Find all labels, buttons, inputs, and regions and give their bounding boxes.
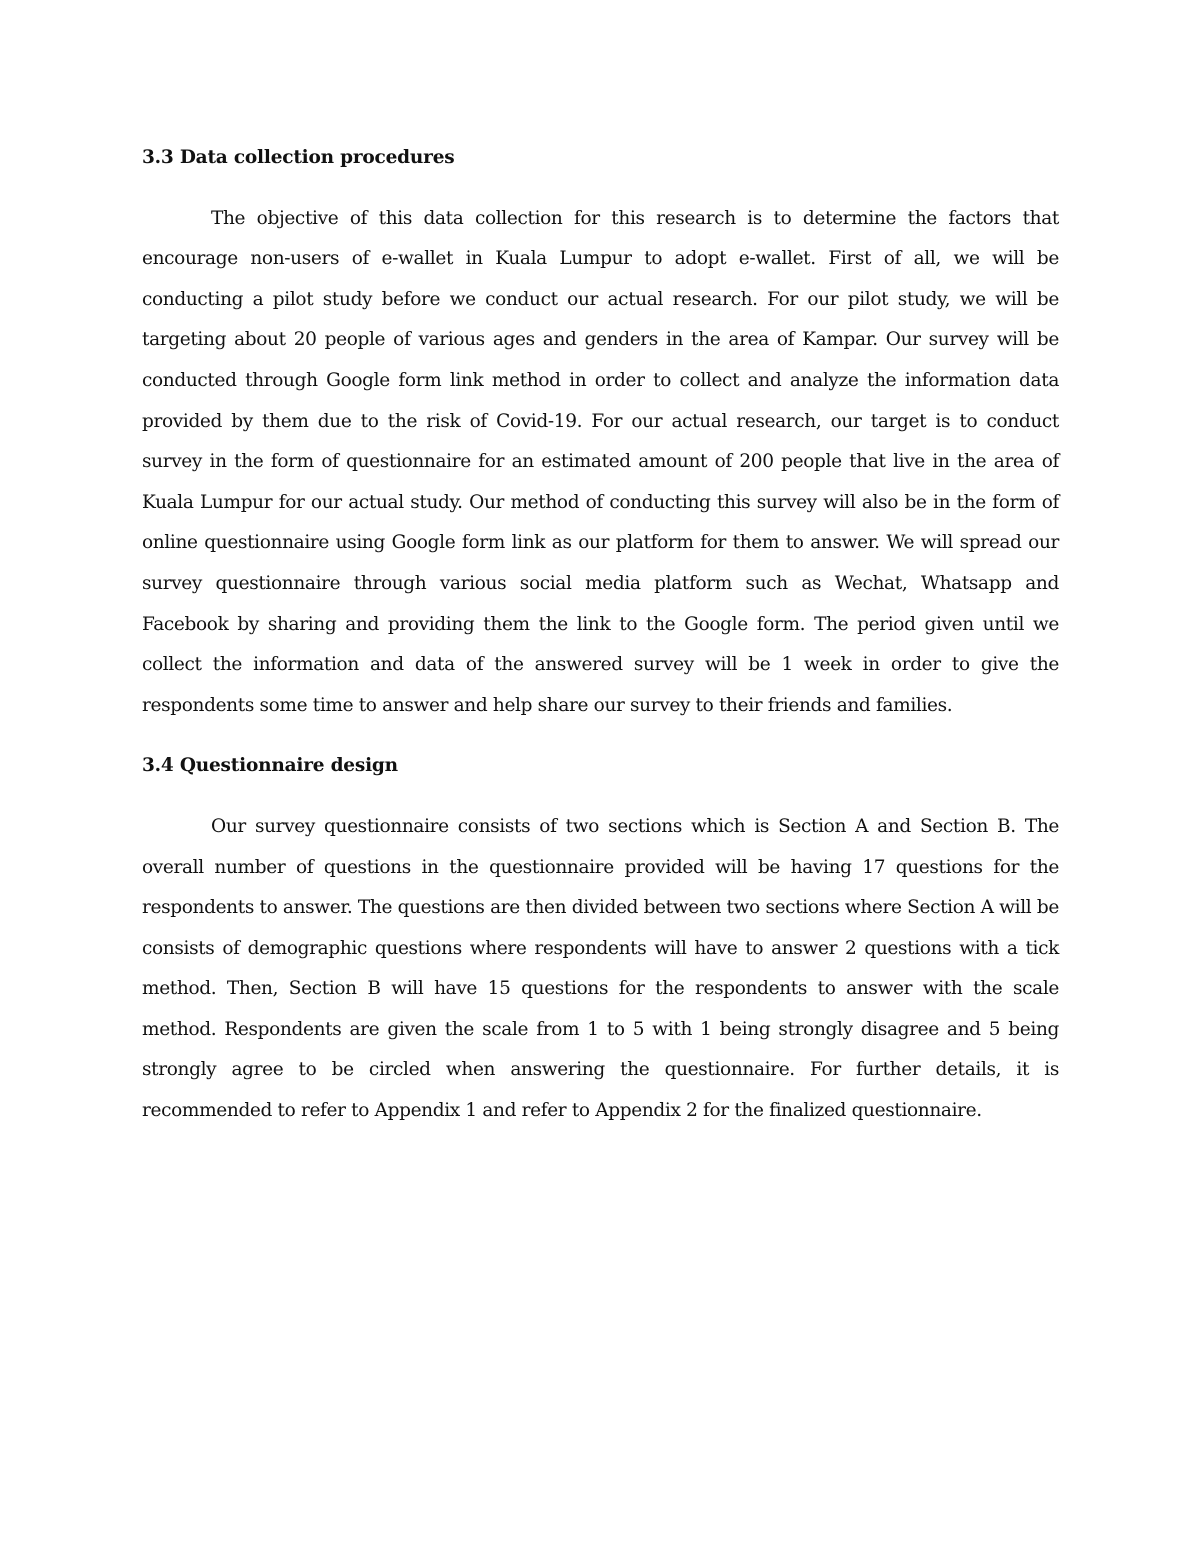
section-questionnaire-design xyxy=(142,746,1059,1131)
section-data-collection xyxy=(142,138,1059,726)
section-paragraph: The objective of this data collection for this research is to determine the factors that encourage non-users of e-wallet in Kuala Lumpur to adopt e-wallet. First of all, we will be conducting a pilot study before we conduct our actual research. For our pilot study, we will be targeting about 20 people of various ages and genders in the area of Kampar. Our survey will be conducted through Google form link method in order to collect and analyze the information data provided by them due to the risk of Covid-19. For our actual research, our target is to conduct survey in the form of questionnaire for an estimated amount of 200 people that live in the area of Kuala Lumpur for our actual study. Our method of conducting this survey will also be in the form of online questionnaire using Google form link as our platform for them to answer. We will spread our survey questionnaire through various social media platform such as Wechat, Whatsapp and Facebook by sharing and providing them the link to the Google form. The period given until we collect the information and data of the answered survey will be 1 week in order to give the respondents some time to answer and help share our survey to their friends and families. xyxy=(142,207,1059,716)
section-heading: 3.4 Questionnaire design xyxy=(142,755,398,777)
section-paragraph: Our survey questionnaire consists of two sections which is Section A and Section B. The overall number of questions in the questionnaire provided will be having 17 questions for the respondents to answer. The questions are then divided between two sections where Section A will be consists of demographic questions where respondents will have to answer 2 questions with a tick method. Then, Section B will have 15 questions for the respondents to answer with the scale method. Respondents are given the scale from 1 to 5 with 1 being strongly disagree and 5 being strongly agree to be circled when answering the questionnaire. For further details, it is recommended to refer to Appendix 1 and refer to Appendix 2 for the finalized questionnaire. xyxy=(142,815,1059,1122)
section-heading: 3.3 Data collection procedures xyxy=(142,147,455,168)
page-content xyxy=(142,138,1059,1152)
